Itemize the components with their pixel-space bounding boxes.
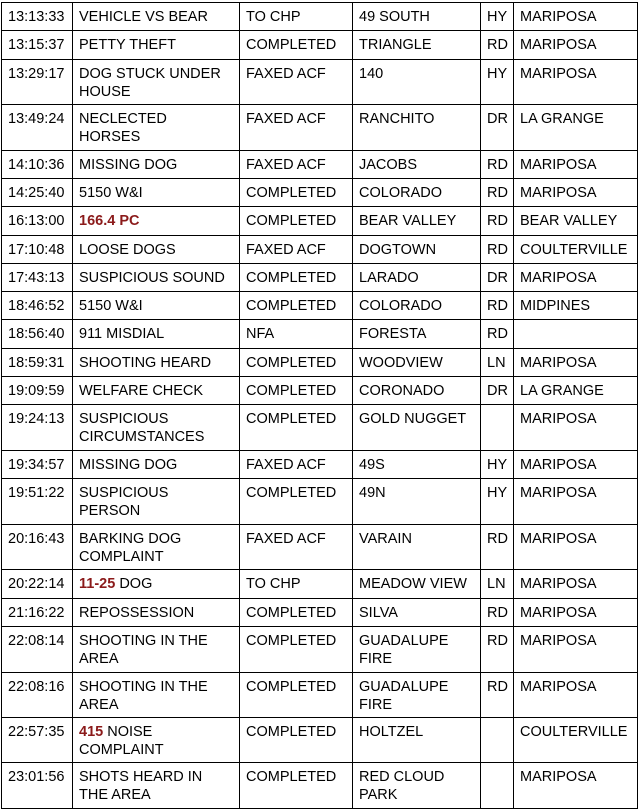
street-cell: [353, 763, 481, 809]
disposition-cell: FAXED ACF: [240, 60, 353, 105]
call-type-cell: [73, 525, 240, 570]
time-cell: 18:59:31: [2, 349, 73, 377]
call-type-cell: [73, 627, 240, 673]
table-row: [2, 718, 638, 763]
cell-line: SHOOTING IN THE: [79, 633, 208, 649]
table-row: [2, 599, 638, 627]
table-row: [2, 236, 638, 264]
cell-line: FIRE: [359, 651, 393, 667]
call-type-cell: [73, 405, 240, 451]
time-cell: 13:29:17: [2, 60, 73, 105]
table-row: [2, 3, 638, 31]
time-cell: 18:56:40: [2, 320, 73, 349]
street-suffix-cell: [481, 718, 514, 763]
call-type-cell: [73, 349, 240, 377]
disposition-cell: TO CHP: [240, 3, 353, 31]
disposition-cell: COMPLETED: [240, 31, 353, 60]
cell-line: COMPLAINT: [79, 549, 164, 565]
street-suffix-cell: RD: [481, 627, 514, 673]
cell-line: CORONADO: [359, 383, 445, 399]
disposition-cell: TO CHP: [240, 570, 353, 599]
city-cell: MARIPOSA: [514, 599, 638, 627]
cell-line: PERSON: [79, 503, 141, 519]
call-log-table: [1, 2, 638, 809]
cell-line: HORSES: [79, 129, 141, 145]
disposition-cell: COMPLETED: [240, 718, 353, 763]
table-row: [2, 673, 638, 718]
cell-line: RANCHITO: [359, 111, 435, 127]
city-cell: MARIPOSA: [514, 763, 638, 809]
cell-line: SHOOTING HEARD: [79, 355, 212, 371]
cell-line: DOG: [115, 576, 153, 592]
street-cell: [353, 479, 481, 525]
street-cell: [353, 405, 481, 451]
table-row: [2, 60, 638, 105]
cell-line: MEADOW VIEW: [359, 576, 467, 592]
call-type-cell: [73, 320, 240, 349]
time-cell: 17:10:48: [2, 236, 73, 264]
cell-line: SUSPICIOUS: [79, 411, 169, 427]
call-type-cell: [73, 151, 240, 179]
time-cell: 23:01:56: [2, 763, 73, 809]
street-cell: [353, 264, 481, 292]
street-suffix-cell: RD: [481, 320, 514, 349]
city-cell: MARIPOSA: [514, 60, 638, 105]
street-cell: [353, 349, 481, 377]
table-row: [2, 627, 638, 673]
call-type-cell: [73, 3, 240, 31]
cell-line: LARADO: [359, 270, 419, 286]
cell-line: BARKING DOG: [79, 531, 182, 547]
call-type-cell: [73, 479, 240, 525]
cell-line: TRIANGLE: [359, 37, 432, 53]
city-cell: MARIPOSA: [514, 264, 638, 292]
street-cell: [353, 718, 481, 763]
street-suffix-cell: LN: [481, 570, 514, 599]
disposition-cell: COMPLETED: [240, 292, 353, 320]
call-type-cell: [73, 763, 240, 809]
time-cell: 13:13:33: [2, 3, 73, 31]
city-cell: MARIPOSA: [514, 451, 638, 479]
disposition-cell: COMPLETED: [240, 179, 353, 207]
cell-line: 140: [359, 66, 384, 82]
street-suffix-cell: RD: [481, 31, 514, 60]
table-row: [2, 105, 638, 151]
cell-line: RED CLOUD: [359, 769, 445, 785]
street-suffix-cell: [481, 405, 514, 451]
cell-line: 5150 W&I: [79, 298, 143, 314]
call-log-body: [2, 3, 638, 809]
call-type-cell: [73, 264, 240, 292]
call-type-cell: [73, 31, 240, 60]
city-cell: COULTERVILLE: [514, 718, 638, 763]
cell-line: JACOBS: [359, 157, 418, 173]
call-type-cell: [73, 60, 240, 105]
time-cell: 22:08:16: [2, 673, 73, 718]
street-suffix-cell: HY: [481, 479, 514, 525]
cell-line: MISSING DOG: [79, 157, 178, 173]
time-cell: 13:15:37: [2, 31, 73, 60]
cell-line: 49N: [359, 485, 386, 501]
street-suffix-cell: DR: [481, 264, 514, 292]
street-suffix-cell: RD: [481, 207, 514, 236]
time-cell: 20:16:43: [2, 525, 73, 570]
cell-line: GUADALUPE: [359, 679, 449, 695]
table-row: [2, 525, 638, 570]
disposition-cell: COMPLETED: [240, 627, 353, 673]
cell-line: NOISE: [103, 724, 153, 740]
time-cell: 20:22:14: [2, 570, 73, 599]
cell-line: COLORADO: [359, 298, 442, 314]
cell-line: DOG STUCK UNDER: [79, 66, 221, 82]
street-suffix-cell: RD: [481, 673, 514, 718]
street-suffix-cell: RD: [481, 236, 514, 264]
street-cell: [353, 60, 481, 105]
table-row: [2, 320, 638, 349]
street-suffix-cell: RD: [481, 179, 514, 207]
street-cell: [353, 377, 481, 405]
city-cell: MARIPOSA: [514, 349, 638, 377]
street-suffix-cell: RD: [481, 525, 514, 570]
table-row: [2, 763, 638, 809]
cell-line: CIRCUMSTANCES: [79, 429, 205, 445]
city-cell: MARIPOSA: [514, 479, 638, 525]
time-cell: 19:09:59: [2, 377, 73, 405]
street-cell: [353, 151, 481, 179]
street-cell: [353, 525, 481, 570]
table-row: [2, 405, 638, 451]
cell-line: PARK: [359, 787, 398, 803]
table-row: [2, 570, 638, 599]
cell-line: SILVA: [359, 605, 398, 621]
cell-line: HOLTZEL: [359, 724, 424, 740]
cell-line: SUSPICIOUS: [79, 485, 169, 501]
disposition-cell: COMPLETED: [240, 349, 353, 377]
cell-line: 49S: [359, 457, 385, 473]
cell-line: GUADALUPE: [359, 633, 449, 649]
time-cell: 21:16:22: [2, 599, 73, 627]
call-type-cell: [73, 718, 240, 763]
street-suffix-cell: DR: [481, 105, 514, 151]
disposition-cell: COMPLETED: [240, 479, 353, 525]
disposition-cell: FAXED ACF: [240, 451, 353, 479]
time-cell: 19:24:13: [2, 405, 73, 451]
call-type-cell: [73, 236, 240, 264]
city-cell: MIDPINES: [514, 292, 638, 320]
time-cell: 17:43:13: [2, 264, 73, 292]
cell-line: AREA: [79, 651, 119, 667]
cell-line: REPOSSESSION: [79, 605, 195, 621]
street-suffix-cell: HY: [481, 60, 514, 105]
city-cell: [514, 320, 638, 349]
city-cell: LA GRANGE: [514, 377, 638, 405]
cell-line: FORESTA: [359, 326, 427, 342]
city-cell: MARIPOSA: [514, 570, 638, 599]
table-row: [2, 151, 638, 179]
street-cell: [353, 236, 481, 264]
street-suffix-cell: RD: [481, 151, 514, 179]
table-row: [2, 377, 638, 405]
street-suffix-cell: HY: [481, 3, 514, 31]
cell-line: MISSING DOG: [79, 457, 178, 473]
cell-line: SHOOTING IN THE: [79, 679, 208, 695]
cell-line: COLORADO: [359, 185, 442, 201]
cell-line: GOLD NUGGET: [359, 411, 467, 427]
call-type-cell: [73, 292, 240, 320]
street-cell: [353, 207, 481, 236]
cell-line: THE AREA: [79, 787, 151, 803]
city-cell: LA GRANGE: [514, 105, 638, 151]
disposition-cell: NFA: [240, 320, 353, 349]
call-type-cell: [73, 377, 240, 405]
street-cell: [353, 673, 481, 718]
disposition-cell: COMPLETED: [240, 763, 353, 809]
street-cell: [353, 31, 481, 60]
table-row: [2, 264, 638, 292]
disposition-cell: COMPLETED: [240, 405, 353, 451]
street-cell: [353, 320, 481, 349]
city-cell: MARIPOSA: [514, 3, 638, 31]
street-suffix-cell: LN: [481, 349, 514, 377]
cell-line: NECLECTED: [79, 111, 167, 127]
street-suffix-cell: RD: [481, 599, 514, 627]
cell-line: 911 MISDIAL: [79, 326, 165, 342]
cell-line: WELFARE CHECK: [79, 383, 204, 399]
street-suffix-cell: [481, 763, 514, 809]
table-row: [2, 349, 638, 377]
table-row: [2, 207, 638, 236]
city-cell: MARIPOSA: [514, 179, 638, 207]
highlight-code: 11-25: [79, 576, 116, 592]
highlight-code: 415: [79, 724, 104, 740]
street-cell: [353, 451, 481, 479]
table-row: [2, 179, 638, 207]
cell-line: COMPLAINT: [79, 742, 164, 758]
cell-line: WOODVIEW: [359, 355, 443, 371]
street-suffix-cell: RD: [481, 292, 514, 320]
call-type-cell: [73, 179, 240, 207]
cell-line: DOGTOWN: [359, 242, 437, 258]
street-suffix-cell: HY: [481, 451, 514, 479]
street-cell: [353, 599, 481, 627]
street-cell: [353, 105, 481, 151]
time-cell: 13:49:24: [2, 105, 73, 151]
city-cell: MARIPOSA: [514, 525, 638, 570]
call-type-cell: [73, 599, 240, 627]
street-cell: [353, 3, 481, 31]
city-cell: BEAR VALLEY: [514, 207, 638, 236]
disposition-cell: COMPLETED: [240, 377, 353, 405]
time-cell: 19:51:22: [2, 479, 73, 525]
call-type-cell: [73, 673, 240, 718]
city-cell: MARIPOSA: [514, 31, 638, 60]
street-cell: [353, 570, 481, 599]
table-row: [2, 451, 638, 479]
cell-line: HOUSE: [79, 84, 131, 100]
disposition-cell: COMPLETED: [240, 264, 353, 292]
street-cell: [353, 627, 481, 673]
disposition-cell: FAXED ACF: [240, 151, 353, 179]
call-type-cell: [73, 207, 240, 236]
city-cell: COULTERVILLE: [514, 236, 638, 264]
time-cell: 16:13:00: [2, 207, 73, 236]
cell-line: SHOTS HEARD IN: [79, 769, 203, 785]
disposition-cell: FAXED ACF: [240, 105, 353, 151]
table-row: [2, 479, 638, 525]
time-cell: 18:46:52: [2, 292, 73, 320]
call-type-cell: [73, 451, 240, 479]
table-row: [2, 31, 638, 60]
cell-line: VEHICLE VS BEAR: [79, 9, 208, 25]
disposition-cell: COMPLETED: [240, 207, 353, 236]
city-cell: MARIPOSA: [514, 151, 638, 179]
time-cell: 22:57:35: [2, 718, 73, 763]
street-suffix-cell: DR: [481, 377, 514, 405]
cell-line: PETTY THEFT: [79, 37, 176, 53]
call-type-cell: [73, 105, 240, 151]
time-cell: 22:08:14: [2, 627, 73, 673]
city-cell: MARIPOSA: [514, 673, 638, 718]
call-type-cell: [73, 570, 240, 599]
cell-line: VARAIN: [359, 531, 412, 547]
city-cell: MARIPOSA: [514, 405, 638, 451]
time-cell: 14:25:40: [2, 179, 73, 207]
disposition-cell: COMPLETED: [240, 673, 353, 718]
time-cell: 19:34:57: [2, 451, 73, 479]
city-cell: MARIPOSA: [514, 627, 638, 673]
cell-line: BEAR VALLEY: [359, 213, 457, 229]
cell-line: SUSPICIOUS SOUND: [79, 270, 225, 286]
street-cell: [353, 292, 481, 320]
cell-line: 5150 W&I: [79, 185, 143, 201]
cell-line: FIRE: [359, 697, 393, 713]
disposition-cell: FAXED ACF: [240, 525, 353, 570]
disposition-cell: COMPLETED: [240, 599, 353, 627]
disposition-cell: FAXED ACF: [240, 236, 353, 264]
cell-line: AREA: [79, 697, 119, 713]
cell-line: LOOSE DOGS: [79, 242, 176, 258]
table-row: [2, 292, 638, 320]
cell-line: 49 SOUTH: [359, 9, 430, 25]
street-cell: [353, 179, 481, 207]
highlight-code: 166.4 PC: [79, 213, 140, 229]
time-cell: 14:10:36: [2, 151, 73, 179]
